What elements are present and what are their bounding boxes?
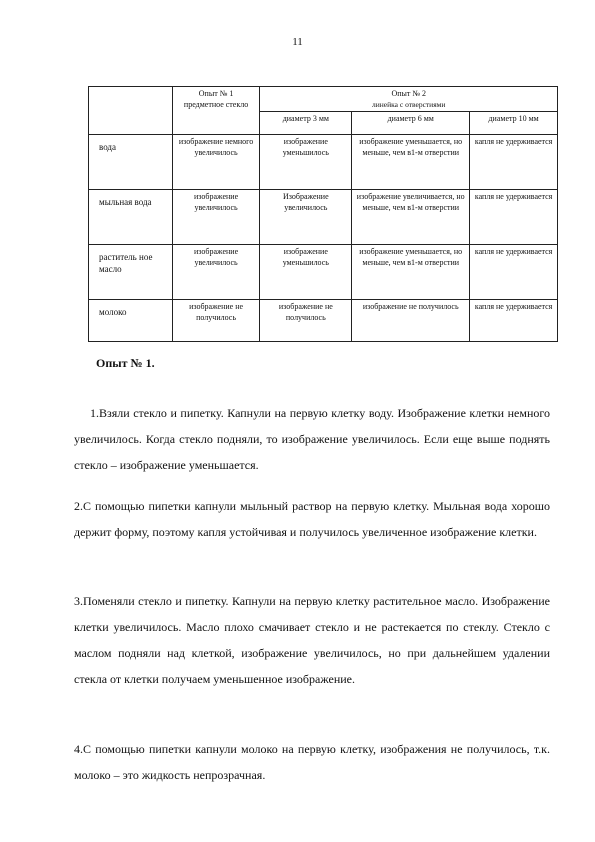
table-header-exp2 [260,87,558,112]
paragraph-3: 3.Поменяли стекло и пипетку. Капнули на первую клетку растительное масло. Изображение клетки увеличилось. Масло плохо смачивает стекло и не растекается по стеклу. Стекло с маслом подняли над клеткой, изображение увеличилось, но при дальнейшем удалении стекла от клетки получаем уменьшенное изображение. [74,594,550,686]
exp2-subtitle: линейка с отверстиями [372,100,446,109]
exp1-title: Опыт № 1 [198,89,234,98]
table-header-exp1 [172,87,260,135]
table-cell: изображение не получилось [260,300,352,342]
paragraph-4: 4.С помощью пипетки капнули молоко на первую клетку, изображения не получилось, т.к. молоко – это жидкость непрозрачная. [74,742,550,782]
table-cell: капля не удерживается [470,190,558,245]
table-corner-cell [89,87,173,135]
table-cell: изображение уменьшилось [260,245,352,300]
row-label: раститель ное масло [89,245,173,300]
table-cell: изображение уменьшается, но меньше, чем в1-м отверстии [352,135,470,190]
paragraph-2: 2.С помощью пипетки капнули мыльный раствор на первую клетку. Мыльная вода хорошо держит форму, поэтому капля устойчивая и получилось увеличенное изображение клетки. [74,499,550,539]
exp2-title: Опыт № 2 [391,89,426,98]
header-diameter-6: диаметр 6 мм [352,112,470,135]
table-row [89,190,558,245]
section-title: Опыт № 1. [96,356,155,370]
table-row [89,300,558,342]
table-cell: изображение увеличилось [172,190,260,245]
table-cell: изображение увеличивается, но меньше, чем в1-м отверстии [352,190,470,245]
page-number: 11 [292,36,303,48]
table-cell: капля не удерживается [470,300,558,342]
header-diameter-10: диаметр 10 мм [470,112,558,135]
header-diameter-3: диаметр 3 мм [260,112,352,135]
table-cell: Изображение увеличилось [260,190,352,245]
exp1-subtitle: предметное стекло [183,100,249,109]
paragraph-1: 1.Взяли стекло и пипетку. Капнули на первую клетку воду. Изображение клетки немного увеличилось. Когда стекло подняли, то изображение увеличилось. Если еще выше поднять стекло – изображение уменьшается. [74,406,550,472]
table-row [89,245,558,300]
table-header-row [89,87,558,112]
table-cell: изображение не получилось [352,300,470,342]
table-row [89,135,558,190]
table-cell: изображение уменьшается, но меньше, чем в1-м отверстии [352,245,470,300]
table-cell: изображение немного увеличилось [172,135,260,190]
table-cell: капля не удерживается [470,245,558,300]
table-cell: капля не удерживается [470,135,558,190]
table-cell: изображение увеличилось [172,245,260,300]
experiment-table [88,86,558,342]
row-label: молоко [89,300,173,342]
row-label: вода [89,135,173,190]
row-label: мыльная вода [89,190,173,245]
table-cell: изображение уменьшилось [260,135,352,190]
table-cell: изображение не получилось [172,300,260,342]
